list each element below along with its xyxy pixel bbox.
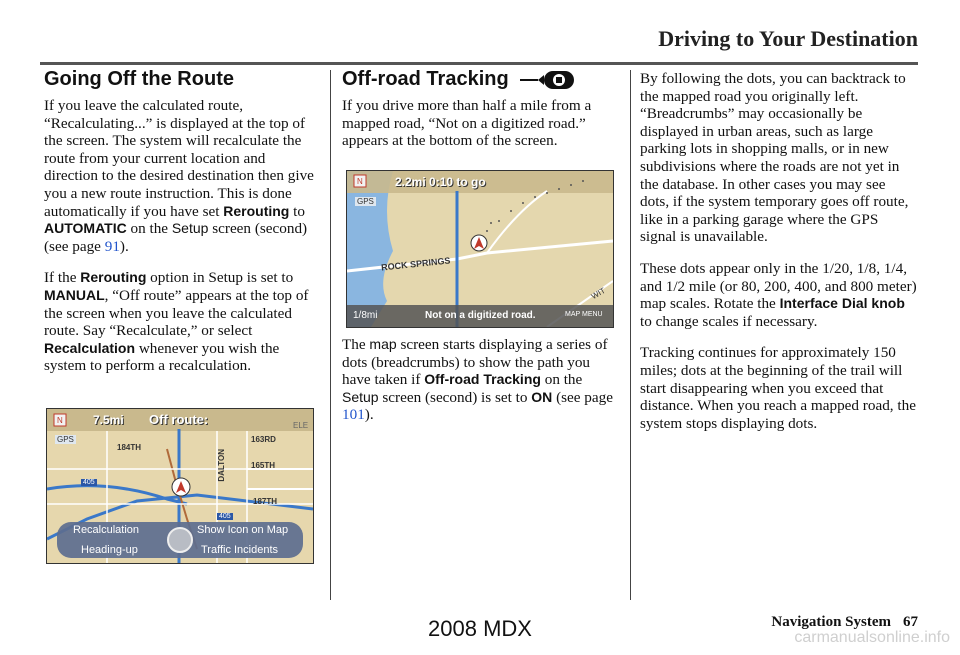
text: The [342, 336, 370, 353]
map-menu-button[interactable]: MAP MENU [565, 311, 603, 318]
screen-gps-label: GPS [357, 197, 374, 206]
model-label: 2008 MDX [428, 616, 532, 641]
street-label: 187TH [253, 497, 278, 506]
heading-text: Off-road Tracking [342, 68, 509, 90]
header-rule [40, 62, 918, 65]
text: If you leave the calculated route, “Recalculating...” is displayed at the top of the screen. The system will recalculate the route from your current location and direction to the desired destination then give you a new route instruction. This is done automatically if you have set [44, 97, 314, 220]
term-automatic: AUTOMATIC [44, 220, 127, 237]
text: option in Setup is set to [146, 269, 294, 287]
text: , “Off route” appears at the top of the screen when you leave the calculated route. Say “Recalculate,” or select [44, 286, 309, 340]
screen-route-info: 2.2mi 0:10 to go [395, 175, 486, 189]
watermark: carmanualsonline.info [794, 629, 950, 646]
section-heading-going-off-route: Going Off the Route [44, 68, 234, 90]
nav-screen-off-road [346, 170, 614, 328]
term-manual: MANUAL [44, 286, 105, 303]
column-going-off-route [44, 68, 322, 389]
svg-text:N: N [57, 416, 63, 425]
voice-command-icon [518, 69, 576, 91]
text: ). [119, 237, 129, 255]
term-off-road-tracking: Off-road Tracking [424, 371, 541, 388]
text: whenever you wish the system to perform a recalculation. [44, 339, 280, 375]
term-recalculation: Recalculation [44, 339, 136, 356]
highway-shield: 405 [219, 513, 231, 520]
street-label: 163RD [251, 435, 276, 444]
text: (see page [552, 388, 613, 406]
text: on the [540, 371, 583, 389]
text: screen (second) is set to [378, 388, 532, 406]
text: on the [126, 220, 172, 238]
paragraph-recalculating [44, 97, 322, 255]
column-divider-2 [630, 70, 631, 600]
text: If the [44, 269, 81, 287]
paragraph-breadcrumbs [342, 336, 622, 424]
street-label: DALTON [217, 449, 226, 482]
term-setup: Setup [342, 388, 379, 405]
nav-screen-off-route [46, 408, 314, 564]
column-breadcrumbs-info [640, 70, 918, 446]
paragraph-map-scales [640, 260, 918, 330]
street-label: 165TH [251, 461, 276, 470]
page-link-101[interactable]: 101 [342, 406, 365, 424]
footer-label: Navigation System [771, 614, 891, 630]
paragraph-backtrack: By following the dots, you can backtrack to the mapped road you originally left. “Breadcrumbs” may occasionally be displayed in urban areas, such as large parking lots in shopping malls, or in new subdivisions where the roads are not yet in the database. In other cases you may see dots, if the system temporary goes off route, like in a parking garage where the GPS signal is unavailable. [640, 70, 909, 246]
column-off-road-tracking [342, 68, 622, 164]
text: to change scales if necessary. [640, 312, 818, 330]
show-icon-on-map-button[interactable]: Show Icon on Map [197, 524, 289, 536]
page-header-title: Driving to Your Destination [658, 26, 918, 51]
paragraph-manual [44, 269, 322, 375]
term-rerouting: Rerouting [80, 269, 147, 286]
heading-up-button[interactable]: Heading-up [81, 544, 138, 556]
text: screen (second) (see page [44, 220, 308, 255]
term-setup: Setup [171, 220, 209, 237]
street-label: ELE [293, 421, 309, 430]
not-on-digitized-road-status: Not on a digitized road. [425, 310, 536, 321]
section-heading-off-road-tracking [342, 68, 622, 91]
page-link-91[interactable]: 91 [104, 237, 120, 255]
text: to [289, 202, 305, 220]
highway-shield: 405 [83, 479, 95, 486]
term-interface-dial-knob: Interface Dial knob [779, 295, 905, 312]
screen-distance: 7.5mi [93, 413, 124, 427]
term-on: ON [531, 388, 553, 405]
text: These dots appear only in the 1/20, 1/8, 1/4, and 1/2 mile (or 80, 200, 400, and 800 meter) map scales. Rotate the [640, 259, 917, 313]
road-label: WIT [589, 285, 607, 302]
term-map: map [369, 336, 397, 352]
map-scale: 1/8mi [353, 310, 378, 321]
paragraph-half-mile: If you drive more than half a mile from a mapped road, “Not on a digitized road.” appears at the bottom of the screen. [342, 97, 592, 150]
traffic-incidents-button[interactable]: Traffic Incidents [201, 544, 279, 556]
street-label: 184TH [117, 443, 142, 452]
text: ). [364, 406, 374, 424]
page-number: 67 [903, 614, 918, 630]
paragraph-tracking-duration: Tracking continues for approximately 150 miles; dots at the beginning of the trail will start disappearing when you exceed that distance. When you reach a mapped road, the system stops displaying dots. [640, 344, 916, 432]
column-off-road-tracking-continued [342, 336, 622, 438]
column-divider-1 [330, 70, 331, 600]
svg-text:N: N [357, 177, 363, 186]
screen-off-route-status: Off route: [149, 412, 209, 427]
text: screen starts displaying a series of dots (breadcrumbs) to show the path you have taken if [342, 336, 608, 389]
road-label: ROCK SPRINGS [380, 255, 451, 273]
recalculation-button[interactable]: Recalculation [73, 524, 140, 536]
screen-gps-label: GPS [57, 435, 74, 444]
term-rerouting: Rerouting [223, 202, 290, 219]
